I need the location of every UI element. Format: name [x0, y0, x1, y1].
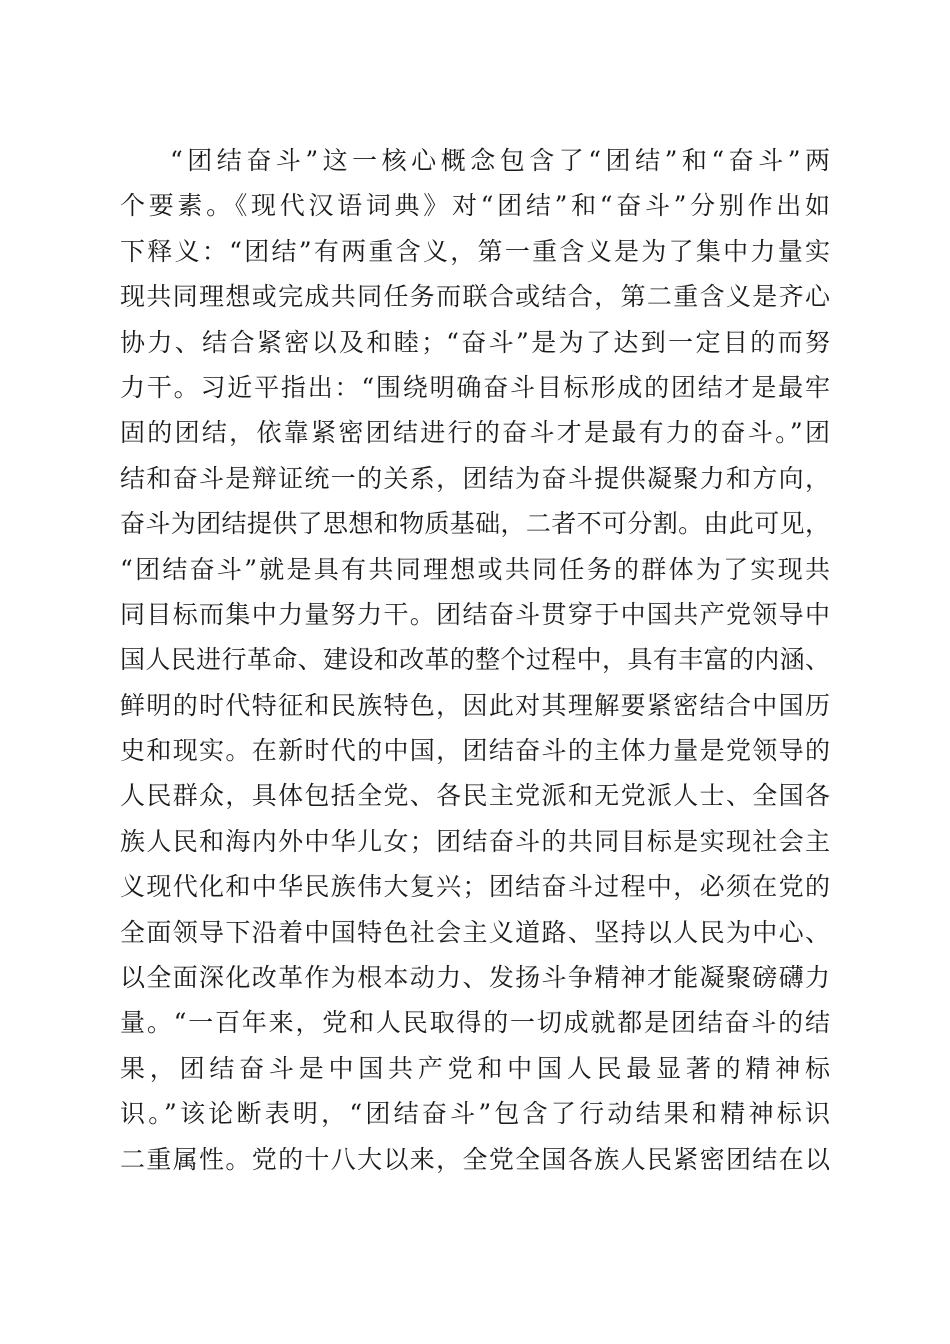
- body-paragraph: [120, 138, 830, 1182]
- paragraph-line: 协力、结合紧密以及和睦；“奋斗”是为了达到一定目的而努: [120, 327, 830, 357]
- paragraph-line: 义现代化和中华民族伟大复兴；团结奋斗过程中，必须在党的: [120, 872, 830, 902]
- paragraph-line: 二重属性。党的十八大以来，全党全国各族人民紧密团结在以: [120, 1144, 830, 1174]
- paragraph-line: 个要素。《现代汉语词典》对“团结”和“奋斗”分别作出如: [120, 191, 830, 221]
- paragraph-line: 结和奋斗是辩证统一的关系，团结为奋斗提供凝聚力和方向，: [120, 463, 830, 493]
- paragraph-line: 果，团结奋斗是中国共产党和中国人民最显著的精神标: [120, 1053, 830, 1083]
- paragraph-line: 下释义：“团结”有两重含义，第一重含义是为了集中力量实: [120, 236, 830, 266]
- paragraph-line: 识。”该论断表明，“团结奋斗”包含了行动结果和精神标识: [120, 1099, 830, 1129]
- paragraph-line: 国人民进行革命、建设和改革的整个过程中，具有丰富的内涵、: [120, 645, 830, 675]
- paragraph-line: 鲜明的时代特征和民族特色，因此对其理解要紧密结合中国历: [120, 690, 830, 720]
- paragraph-line: 同目标而集中力量努力干。团结奋斗贯穿于中国共产党领导中: [120, 599, 830, 629]
- paragraph-line: “团结奋斗”这一核心概念包含了“团结”和“奋斗”两: [170, 146, 830, 175]
- paragraph-line: 奋斗为团结提供了思想和物质基础，二者不可分割。由此可见，: [120, 509, 830, 539]
- paragraph-line: 族人民和海内外中华儿女；团结奋斗的共同目标是实现社会主: [120, 826, 830, 856]
- paragraph-line: 全面领导下沿着中国特色社会主义道路、坚持以人民为中心、: [120, 917, 830, 947]
- paragraph-line: 力干。习近平指出：“围绕明确奋斗目标形成的团结才是最牢: [120, 372, 830, 402]
- paragraph-line: 人民群众，具体包括全党、各民主党派和无党派人士、全国各: [120, 781, 830, 811]
- paragraph-line: 现共同理想或完成共同任务而联合或结合，第二重含义是齐心: [120, 282, 830, 312]
- paragraph-line: 史和现实。在新时代的中国，团结奋斗的主体力量是党领导的: [120, 736, 830, 766]
- paragraph-line: 以全面深化改革作为根本动力、发扬斗争精神才能凝聚磅礴力: [120, 963, 830, 993]
- paragraph-line: “团结奋斗”就是具有共同理想或共同任务的群体为了实现共: [120, 554, 830, 584]
- paragraph-line: 固的团结，依靠紧密团结进行的奋斗才是最有力的奋斗。”团: [120, 418, 830, 448]
- paragraph-line: 量。“一百年来，党和人民取得的一切成就都是团结奋斗的结: [120, 1008, 830, 1038]
